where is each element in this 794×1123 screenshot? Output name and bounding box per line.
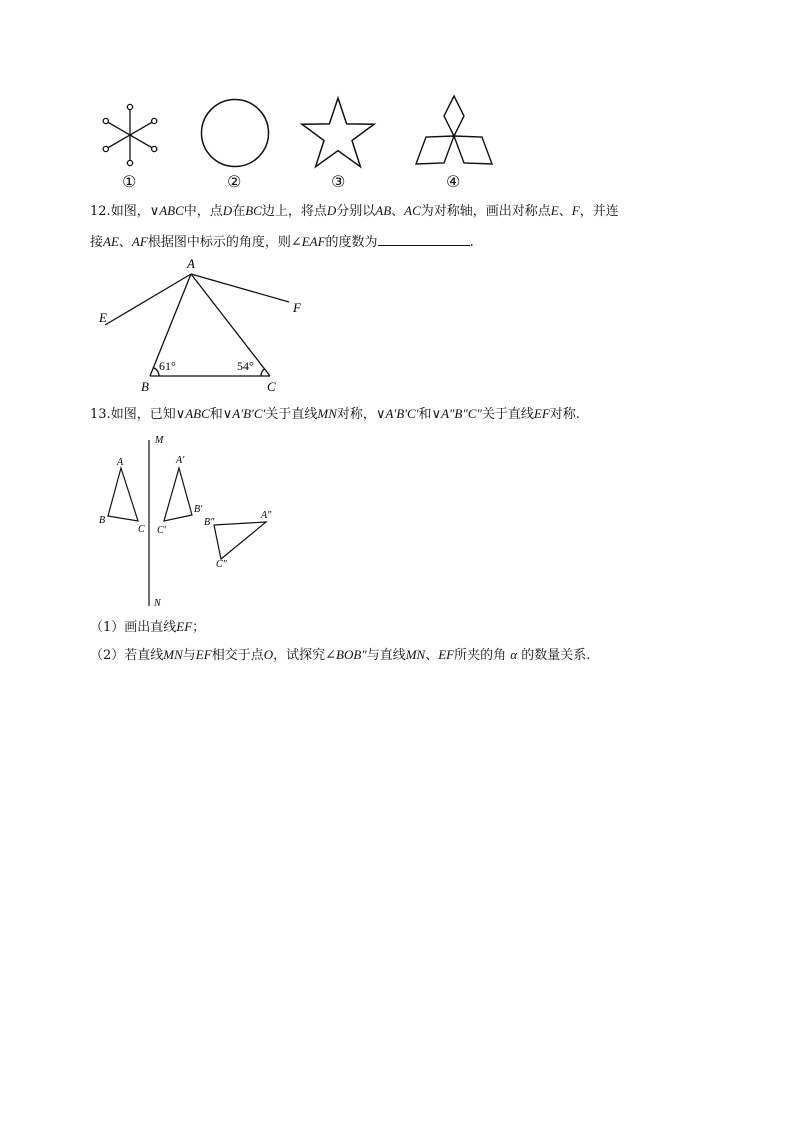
- figure-label-1: ①: [122, 172, 137, 191]
- label-b: B: [141, 379, 149, 394]
- angle-label-b: 61°: [159, 359, 176, 373]
- label-a-prime: A′: [176, 455, 185, 466]
- q12-triangle-figure: [90, 252, 320, 397]
- figure-asterisk: [103, 104, 157, 165]
- q13-number: 13.: [90, 407, 111, 422]
- triangle-abc: [108, 468, 138, 521]
- q13-reflection-figure: [90, 428, 290, 613]
- segment-af: [191, 274, 289, 302]
- label-b: B: [99, 515, 106, 526]
- label-m: M: [155, 435, 164, 446]
- label-c-double-prime: C″: [216, 559, 227, 570]
- label-b-double-prime: B″: [204, 517, 215, 528]
- label-c: C: [138, 524, 145, 535]
- label-a: A: [117, 457, 124, 468]
- label-n: N: [154, 598, 161, 609]
- label-b-prime: B′: [194, 504, 203, 515]
- angle-label-c: 54°: [237, 359, 254, 373]
- q12-number: 12.: [90, 204, 111, 219]
- triangle-a2b2c2: [214, 522, 266, 559]
- q12-line-1: 12.如图，∨ABC中，点D在BC边上，将点D分别以AB、AC为对称轴，画出对称点E、F，并连: [90, 203, 619, 219]
- q13-line-1: 13.如图，已知∨ABC和∨A′B′C′关于直线MN对称，∨A′B′C′和∨A″B″C″关于直线EF对称.: [90, 406, 580, 422]
- label-a: A: [187, 256, 195, 271]
- figure-circle: [202, 100, 269, 167]
- figure-rhombi: [416, 96, 492, 164]
- q13-part-2: （2）若直线MN与EF相交于点O，试探究∠BOB″与直线MN、EF所夹的角 α 的数量关系.: [90, 647, 591, 663]
- triangle-a1b1c1: [164, 468, 192, 521]
- q12-line-2: 接AE、AF根据图中标示的角度，则∠EAF的度数为 .: [90, 234, 474, 250]
- angle-arc-c: [261, 369, 265, 376]
- label-c-prime: C′: [157, 525, 166, 536]
- q13-part-1: （1）画出直线EF；: [90, 619, 206, 635]
- figure-label-2: ②: [227, 172, 242, 191]
- label-f: F: [293, 300, 301, 315]
- label-a-double-prime: A″: [261, 510, 272, 521]
- figure-label-4: ④: [446, 172, 461, 191]
- segment-ae: [105, 274, 191, 325]
- answer-blank[interactable]: [378, 232, 470, 246]
- segment-ac: [191, 274, 270, 376]
- label-e: E: [99, 310, 107, 325]
- figure-star: [302, 98, 374, 167]
- label-c: C: [267, 379, 276, 394]
- figure-label-3: ③: [331, 172, 346, 191]
